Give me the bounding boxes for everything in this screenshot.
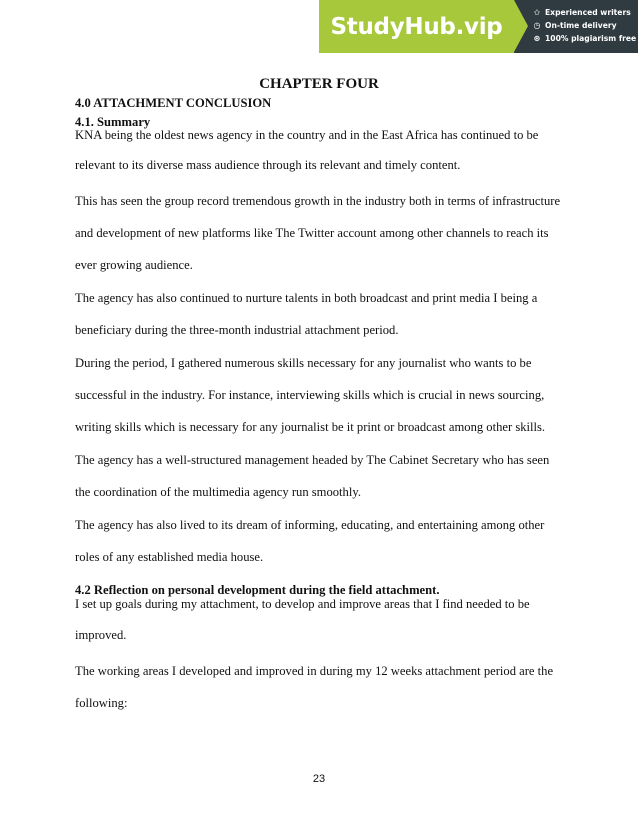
page-number: 23 xyxy=(312,773,326,785)
body-line: KNA being the oldest news agency in the country and in the East Africa has continued to be xyxy=(75,128,539,142)
body-line: the coordination of the multimedia agency run smoothly. xyxy=(75,485,361,499)
section-heading: 4.0 ATTACHMENT CONCLUSION xyxy=(75,96,272,110)
feature-label: Experienced writers xyxy=(545,8,631,17)
summary-heading: 4.1. Summary xyxy=(75,115,151,129)
badge-icon: ⊛ xyxy=(533,34,541,43)
feature-experienced-writers xyxy=(532,6,638,19)
studyhub-logo: StudyHub.vip xyxy=(319,0,514,53)
feature-label: On-time delivery xyxy=(545,21,617,30)
body-line: During the period, I gathered numerous skills necessary for any journalist who wants to be xyxy=(75,356,532,370)
body-line: following: xyxy=(75,696,128,710)
body-line: The agency has also continued to nurture talents in both broadcast and print media I being a xyxy=(75,291,538,305)
body-line: roles of any established media house. xyxy=(75,550,264,564)
studyhub-banner[interactable] xyxy=(319,0,638,53)
body-line: improved. xyxy=(75,628,127,642)
body-line: successful in the industry. For instance, interviewing skills which is crucial in news sourcing, xyxy=(75,388,545,402)
body-line: writing skills which is necessary for any journalist be it print or broadcast among other skills. xyxy=(75,420,546,434)
feature-plagiarism-free xyxy=(532,32,638,45)
body-line: The agency has also lived to its dream of informing, educating, and entertaining among other xyxy=(75,518,545,532)
body-line: relevant to its diverse mass audience through its relevant and timely content. xyxy=(75,158,461,172)
chapter-title: CHAPTER FOUR xyxy=(259,76,379,92)
feature-on-time-delivery xyxy=(532,19,638,32)
reflection-heading: 4.2 Reflection on personal development during the field attachment. xyxy=(75,583,440,597)
star-icon: ✩ xyxy=(533,8,541,17)
body-line: The working areas I developed and improved in during my 12 weeks attachment period are the xyxy=(75,664,554,678)
feature-label: 100% plagiarism free xyxy=(545,34,637,43)
body-line: beneficiary during the three-month industrial attachment period. xyxy=(75,323,399,337)
body-line: ever growing audience. xyxy=(75,258,193,272)
body-line: The agency has a well-structured management headed by The Cabinet Secretary who has seen xyxy=(75,453,550,467)
body-line: This has seen the group record tremendous growth in the industry both in terms of infrastructure xyxy=(75,194,561,208)
banner-features xyxy=(514,0,638,53)
body-line: and development of new platforms like The Twitter account among other channels to reach its xyxy=(75,226,549,240)
body-line: I set up goals during my attachment, to develop and improve areas that I find needed to be xyxy=(75,597,530,611)
clock-icon: ◷ xyxy=(533,21,541,30)
